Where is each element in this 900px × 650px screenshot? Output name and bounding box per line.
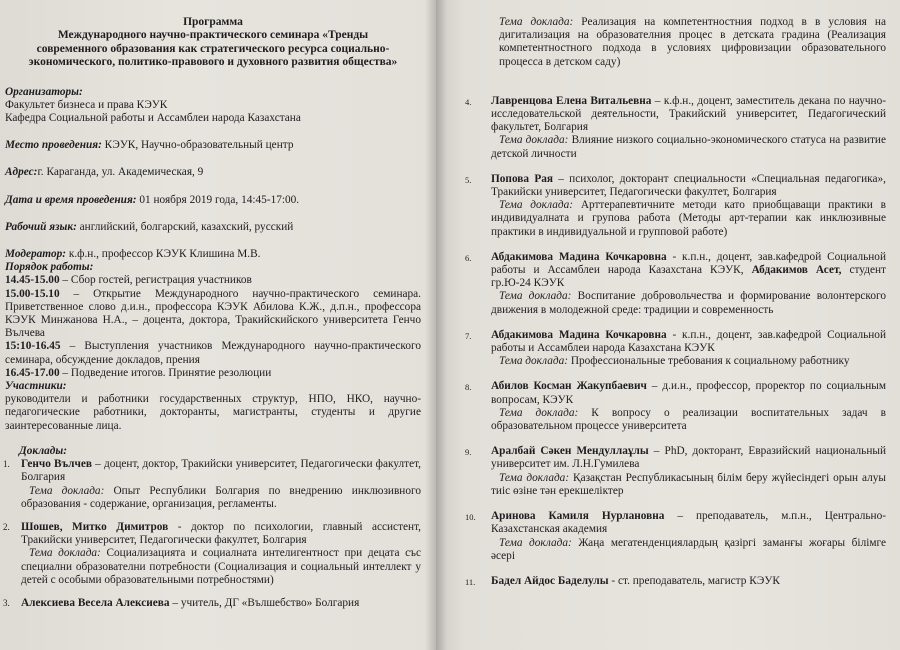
report-author: Аринова Камиля Нурлановна bbox=[491, 510, 665, 523]
venue-line bbox=[5, 139, 421, 152]
report-topic: К вопросу о реализации воспитательных задач в образовательном процессе университета bbox=[491, 406, 886, 433]
report-topic: Реализация на компетентностния подход в в условия на дигитализация на образователния процес в детската градина (Реализация компетентностного подхода в условиях цифровизации образовательного процесса в детском саду) bbox=[499, 16, 886, 68]
title-line: Международного научно-практического семинара «Тренды bbox=[57, 29, 369, 42]
report-item bbox=[466, 445, 886, 498]
topic-label: Тема доклада: bbox=[499, 134, 569, 147]
language-line bbox=[5, 221, 421, 234]
venue-value: КЭУК, Научно-образовательный центр bbox=[101, 139, 294, 152]
datetime-line bbox=[5, 194, 421, 207]
schedule-item bbox=[5, 288, 421, 341]
left-page bbox=[0, 0, 436, 650]
report-topic: Воспитание добровольчества и формирование волонтерского движения в молодежной среде: традиции и современность bbox=[491, 290, 886, 316]
report-item bbox=[5, 597, 421, 610]
report-number: 8. bbox=[465, 382, 472, 393]
schedule-item bbox=[5, 340, 421, 366]
schedule-time: 16.45-17.00 bbox=[5, 366, 60, 379]
organizers-section bbox=[5, 86, 421, 126]
address-value: г. Караганда, ул. Академическая, 9 bbox=[37, 166, 204, 179]
language-value: английский, болгарский, казахский, русский bbox=[76, 220, 294, 233]
report-author-info: - к.п.н., доцент, зав.кафедрой Социальной работы и Ассамблеи народа Казахстана КЭУК, bbox=[491, 250, 886, 277]
report-author: Попова Рая bbox=[491, 172, 553, 185]
report-author: Лавренцова Елена Витальевна bbox=[491, 94, 652, 107]
report-item bbox=[466, 329, 886, 369]
reports-label: Доклады: bbox=[19, 444, 67, 457]
schedule-item bbox=[5, 367, 421, 380]
report-author-info: – учитель, ДГ «Вълшебство» Болгария bbox=[169, 596, 360, 609]
report-item bbox=[466, 95, 886, 161]
report-number: 10. bbox=[465, 512, 476, 523]
address-label: Адрес: bbox=[5, 166, 38, 179]
report-author: Бадел Айдос Баделулы bbox=[491, 574, 609, 587]
right-page-content bbox=[466, 16, 886, 600]
report-topic: Влияние низкого социально-экономического статуса на развитие детской личности bbox=[491, 134, 886, 160]
report-author: Алексиева Весела Алексиева bbox=[21, 596, 170, 609]
venue-label: Место проведения: bbox=[5, 139, 102, 152]
report-item bbox=[5, 521, 421, 587]
organizer-item: Кафедра Социальной работы и Ассамблеи народа Казахстана bbox=[5, 112, 301, 125]
report-coauthor: Абдакимов Асет, bbox=[751, 264, 842, 277]
report-author: Абдакимова Мадина Кочкаровна bbox=[491, 328, 667, 341]
report-item bbox=[5, 458, 421, 511]
organizer-item: Факультет бизнеса и права КЭУК bbox=[5, 98, 168, 111]
report-item bbox=[466, 380, 886, 433]
report-author-info: - ст. преподаватель, магистр КЭУК bbox=[608, 574, 780, 587]
report-author-info: – д.и.н., профессор, проректор по социальным вопросам, КЭУК bbox=[491, 380, 886, 406]
topic-label: Тема доклада: bbox=[499, 16, 574, 28]
moderator-line bbox=[5, 248, 421, 261]
report-number: 2. bbox=[3, 521, 10, 532]
participants-text: руководители и работники государственных структур, НПО, НКО, научно-педагогические работники, докторанты, магистранты, студенты и другие заинтересованные лица. bbox=[5, 393, 421, 432]
report-topic: Социализацията и социалната интелигентност при децата със специални образователни потребности (Социализация и социальный интеллект у детей с особыми образовательными потребностями) bbox=[21, 547, 421, 586]
schedule-item bbox=[5, 274, 421, 287]
moderator-label: Модератор: bbox=[5, 248, 66, 261]
topic-label: Тема доклада: bbox=[499, 536, 572, 549]
report-item bbox=[466, 251, 886, 317]
report-author-info: – PhD, докторант, Евразийский национальный университет им. Л.Н.Гумилева bbox=[491, 445, 887, 471]
report-number: 9. bbox=[465, 447, 472, 458]
topic-label: Тема доклада: bbox=[29, 484, 105, 497]
continued-topic bbox=[466, 16, 886, 69]
schedule-time: 15:10-16.45 bbox=[5, 340, 61, 353]
topic-label: Тема доклада: bbox=[499, 290, 572, 303]
topic-label: Тема доклада: bbox=[499, 471, 570, 484]
schedule-time: 14.45-15.00 bbox=[5, 274, 60, 287]
report-author: Аралбай Сәкен Мендуллаұлы bbox=[491, 445, 649, 458]
topic-label: Тема доклада: bbox=[499, 199, 573, 212]
report-topic: Жаңа мегатенденциялардың қазіргі заманғы жоғары білімге әсері bbox=[491, 536, 886, 562]
report-number: 5. bbox=[465, 174, 472, 185]
report-author-info: – доцент, доктор, Тракийски университет, Педагогически факултет, Болгария bbox=[21, 458, 421, 484]
topic-label: Тема доклада: bbox=[499, 406, 579, 419]
report-author-info: - доктор по психологии, главный ассистент, Тракийски университет, Педагогически факултет, Болгария bbox=[21, 520, 421, 547]
schedule-text: – Выступления участников Международного научно-практического семинара, обсуждение докладов, прения bbox=[5, 340, 421, 366]
report-number: 3. bbox=[3, 597, 10, 608]
language-label: Рабочий язык: bbox=[5, 220, 77, 233]
report-number: 1. bbox=[3, 459, 10, 470]
schedule-text: – Сбор гостей, регистрация участников bbox=[59, 274, 252, 287]
datetime-value: 01 ноября 2019 года, 14:45-17:00. bbox=[136, 193, 300, 206]
report-topic: Қазақстан Республикасының білім беру жүйесіндегі орын алуы тиіс өзіне тән ерекшеліктер bbox=[491, 471, 886, 497]
report-author: Абилов Косман Жакупбаевич bbox=[491, 380, 647, 393]
report-author-info: – преподаватель, м.п.н., Центрально-Казахстанская академия bbox=[491, 510, 886, 536]
report-item bbox=[466, 510, 886, 563]
title-line: Программа bbox=[183, 16, 243, 28]
report-number: 6. bbox=[465, 252, 472, 263]
report-author-info: - к.п.н., доцент, зав.кафедрой Социальной работы и Ассамблеи народа Казахстана КЭУК bbox=[491, 328, 886, 355]
report-author-info: – к.ф.н., доцент, заместитель декана по научно-исследовательской деятельности, Тракийский университет, Педагогический факультет, Болгария bbox=[491, 94, 886, 134]
right-page bbox=[436, 0, 900, 650]
moderator-value: к.ф.н., профессор КЭУК Клишина М.В. bbox=[66, 248, 261, 261]
title-line: экономического, политико-правового и духовного развития общества» bbox=[28, 56, 398, 69]
report-topic: Профессиональные требования к социальному работнику bbox=[568, 355, 850, 368]
order-label: Порядок работы: bbox=[5, 261, 94, 274]
report-number: 11. bbox=[465, 576, 476, 587]
topic-label: Тема доклада: bbox=[499, 355, 569, 368]
report-item bbox=[466, 575, 886, 588]
report-topic: Арттерапевтичните методи като приобщаващи практики в индивидуалната и групова работа (Методы арт-терапии как инклюзивные практики в индивидуальной и групповой работе) bbox=[491, 199, 886, 238]
report-item bbox=[466, 173, 886, 239]
report-author: Абдакимова Мадина Кочкаровна bbox=[491, 250, 667, 263]
report-coauthor-info: студент гр.Ю-24 КЭУК bbox=[491, 264, 886, 290]
datetime-label: Дата и время проведения: bbox=[5, 193, 137, 206]
schedule-time: 15.00-15.10 bbox=[5, 287, 60, 300]
report-list bbox=[466, 95, 886, 588]
report-author: Генчо Вълчев bbox=[21, 458, 92, 471]
schedule-text: – Открытие Международного научно-практического семинара. Приветственное слово д.и.н., профессора КЭУК Абилова К.Ж., д.п.н., профессора КЭУК Минжанова Н.А., – доцента, доктора, Тракийскийского университета Генчо Вълчева bbox=[5, 287, 421, 340]
program-title bbox=[5, 16, 421, 70]
report-number: 7. bbox=[465, 330, 472, 341]
organizers-label: Организаторы: bbox=[5, 85, 83, 98]
report-author: Шошев, Митко Димитров bbox=[21, 520, 169, 533]
address-line bbox=[5, 166, 421, 179]
report-topic: Опыт Республики Болгария по внедрению инклюзивного образования - содержание, организация, регламенты. bbox=[21, 484, 421, 510]
participants-label: Участники: bbox=[5, 380, 67, 393]
report-author-info: – психолог, докторант специальности «Специальная педагогика», Тракийски университет, Педагогически факултет, Болгария bbox=[491, 172, 886, 199]
report-number: 4. bbox=[465, 96, 472, 107]
title-line: современного образования как стратегического ресурса социально- bbox=[36, 42, 390, 55]
schedule-text: – Подведение итогов. Принятие резолюции bbox=[59, 366, 272, 379]
topic-label: Тема доклада: bbox=[29, 547, 101, 560]
left-page-content bbox=[5, 16, 421, 620]
